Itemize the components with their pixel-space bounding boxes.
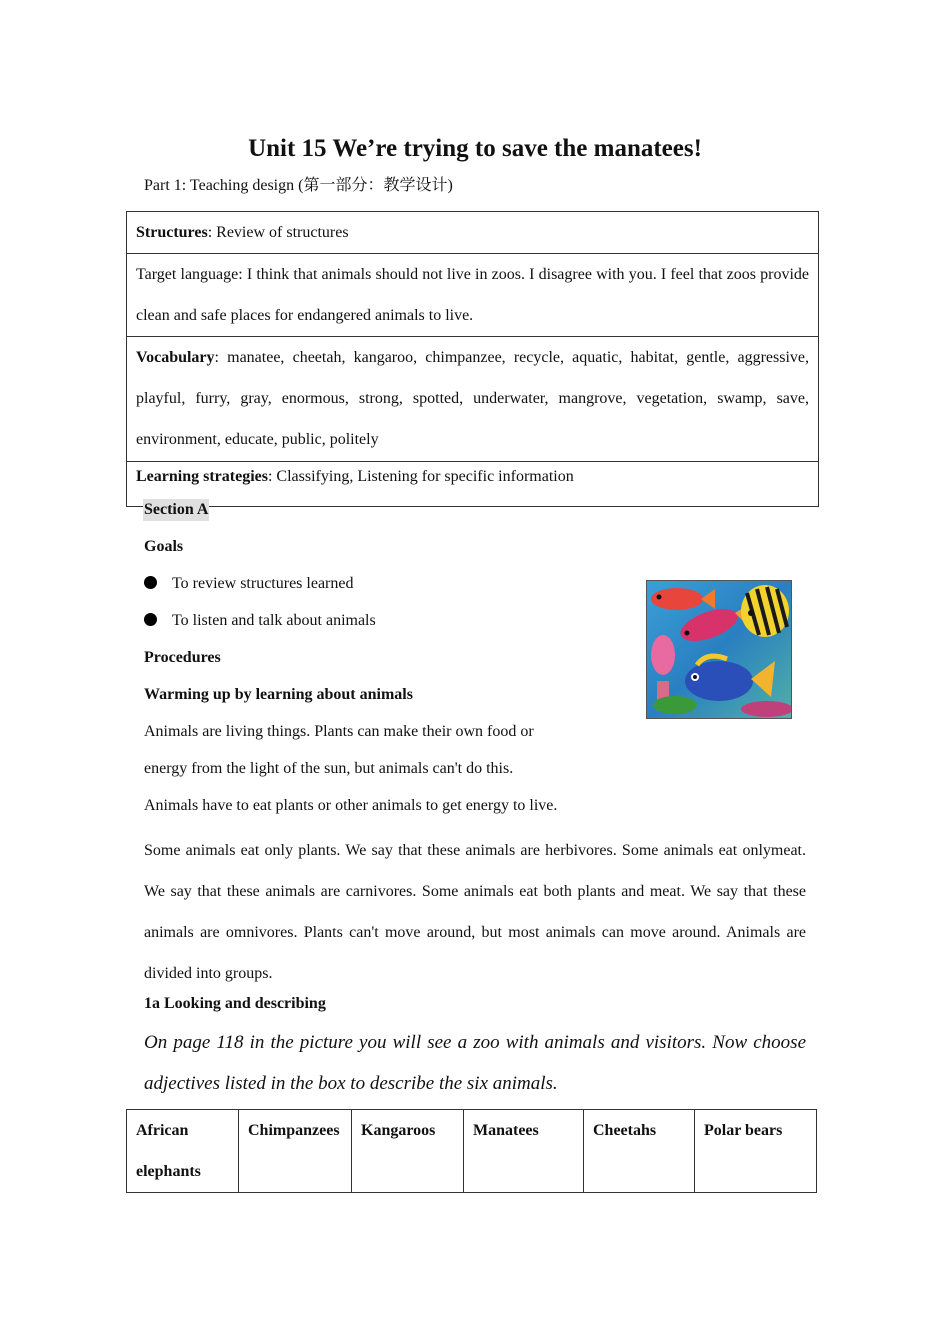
strategies-cell — [127, 462, 819, 507]
goal-item: To review structures learned — [144, 573, 353, 595]
vocabulary-label: Vocabulary — [136, 349, 215, 366]
procedures-heading: Procedures — [144, 649, 221, 666]
overview-table — [126, 211, 819, 507]
table-row — [127, 1110, 817, 1193]
warming-line: Animals have to eat plants or other animals to get energy to live. — [144, 797, 558, 814]
warming-heading: Warming up by learning about animals — [144, 686, 413, 703]
structures-label: Structures — [136, 224, 208, 241]
section-a-heading: Section A — [143, 499, 209, 521]
table-header-cell: Cheetahs — [584, 1110, 695, 1193]
table-header-cell: Chimpanzees — [239, 1110, 352, 1193]
fish-picture — [647, 581, 791, 718]
warming-paragraph: Some animals eat only plants. We say that these animals are herbivores. Some animals eat onlymeat. We say that these animals are carnivores. Some animals eat both plants and meat. We say that these animals are omnivores. Plants can't move around, but most animals can move around. Animals are divided into groups. — [144, 842, 806, 982]
activity-heading: 1a Looking and describing — [144, 995, 326, 1012]
goal-item: To listen and talk about animals — [144, 610, 376, 632]
goals-heading: Goals — [144, 538, 184, 555]
warming-line: Animals are living things. Plants can make their own food or — [144, 723, 534, 740]
bullet-icon — [144, 576, 157, 589]
vocabulary-text: : manatee, cheetah, kangaroo, chimpanzee, recycle, aquatic, habitat, gentle, aggressive, playful, furry, gray, enormous, strong, spotted, underwater, mangrove, vegetation, swamp, save, environment, educate, public, politely — [136, 349, 809, 448]
subtitle: Part 1: Teaching design (第一部分：教学设计) — [144, 177, 453, 194]
structures-text: : Review of structures — [207, 224, 349, 241]
bullet-icon — [144, 613, 157, 626]
page-title: Unit 15 We’re trying to save the manatees! — [248, 135, 702, 162]
target-language-cell: Target language: I think that animals should not live in zoos. I disagree with you. I feel that zoos provide clean and safe places for endangered animals to live. — [127, 254, 819, 337]
tropical-fish-illustration — [646, 580, 792, 719]
animals-table — [126, 1109, 817, 1193]
table-header-cell: African elephants — [127, 1110, 239, 1193]
strategies-label: Learning strategies — [136, 468, 268, 485]
table-header-cell: Kangaroos — [352, 1110, 464, 1193]
warming-line: energy from the light of the sun, but animals can't do this. — [144, 760, 514, 777]
table-header-cell: Polar bears — [695, 1110, 817, 1193]
strategies-text: : Classifying, Listening for specific information — [267, 468, 574, 485]
table-header-cell: Manatees — [464, 1110, 584, 1193]
structures-cell — [127, 212, 819, 254]
activity-instruction: On page 118 in the picture you will see a zoo with animals and visitors. Now choose adjectives listed in the box to describe the six animals. — [144, 1032, 806, 1094]
vocabulary-cell — [127, 337, 819, 462]
